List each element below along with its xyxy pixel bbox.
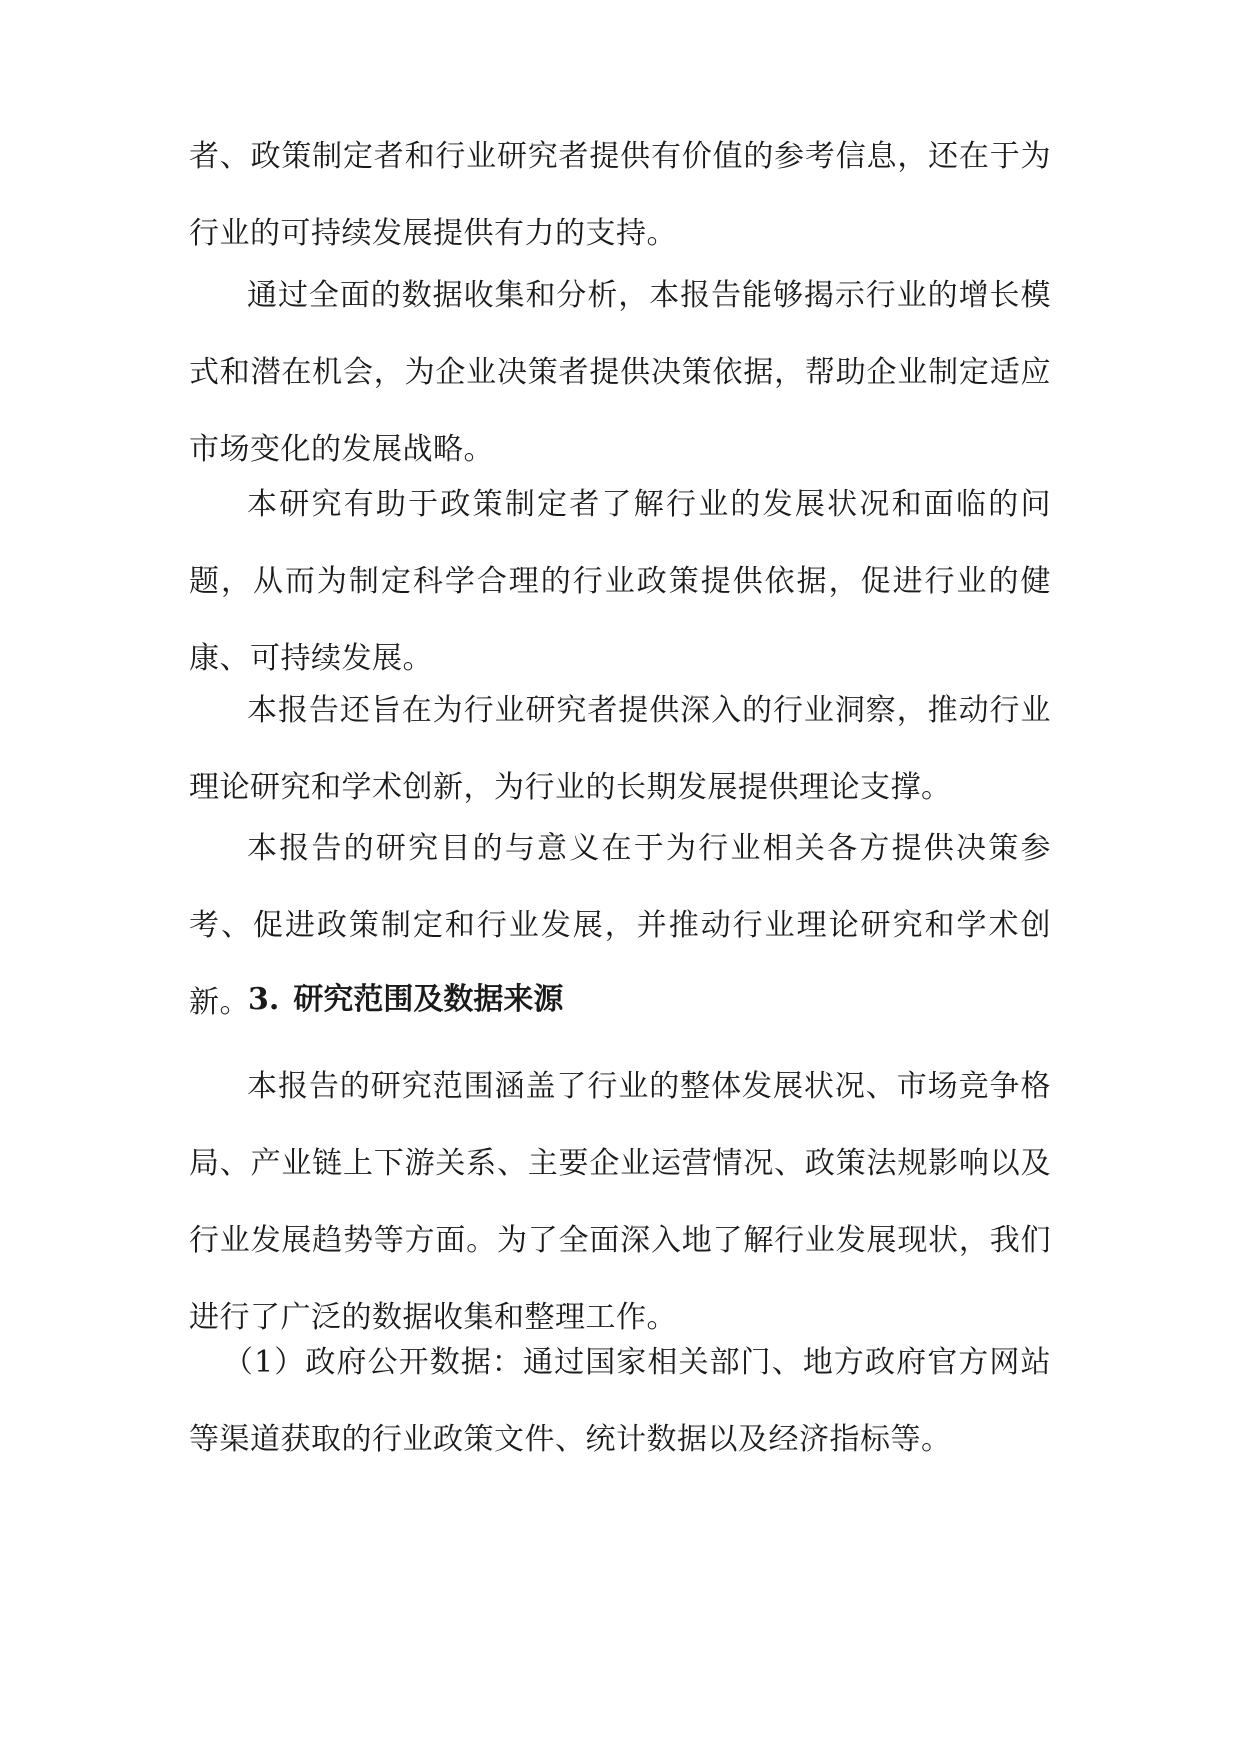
section-number: 3. bbox=[248, 982, 280, 1017]
section-title: 研究范围及数据来源 bbox=[293, 982, 564, 1017]
paragraph-researchers: 本报告还旨在为行业研究者提供深入的行业洞察，推动行业理论研究和学术创新，为行业的长期发展提供理论支撑。 bbox=[189, 693, 1051, 805]
paragraph-policy-makers: 本研究有助于政策制定者了解行业的发展状况和面临的问题，从而为制定科学合理的行业政策提供依据，促进行业的健康、可持续发展。 bbox=[189, 487, 1051, 676]
paragraph-research-scope: 本报告的研究范围涵盖了行业的整体发展状况、市场竞争格局、产业链上下游关系、主要企业运营情况、政策法规影响以及行业发展趋势等方面。为了全面深入地了解行业发展现状，我们进行了广泛的数据收集和整理工作。 bbox=[189, 1069, 1051, 1335]
paragraph-government-data: （1）政府公开数据：通过国家相关部门、地方政府官方网站等渠道获取的行业政策文件、统计数据以及经济指标等。 bbox=[189, 1345, 1051, 1457]
paragraph-purpose-significance: 本报告的研究目的与意义在于为行业相关各方提供决策参考、促进政策制定和行业发展，并推动行业理论研究和学术创新。 bbox=[189, 831, 1051, 1020]
paragraph-data-analysis: 通过全面的数据收集和分析，本报告能够揭示行业的增长模式和潜在机会，为企业决策者提供决策依据，帮助企业制定适应市场变化的发展战略。 bbox=[189, 278, 1051, 467]
section-heading bbox=[248, 980, 563, 1020]
paragraph-continuation: 者、政策制定者和行业研究者提供有价值的参考信息，还在于为行业的可持续发展提供有力的支持。 bbox=[189, 139, 1051, 251]
